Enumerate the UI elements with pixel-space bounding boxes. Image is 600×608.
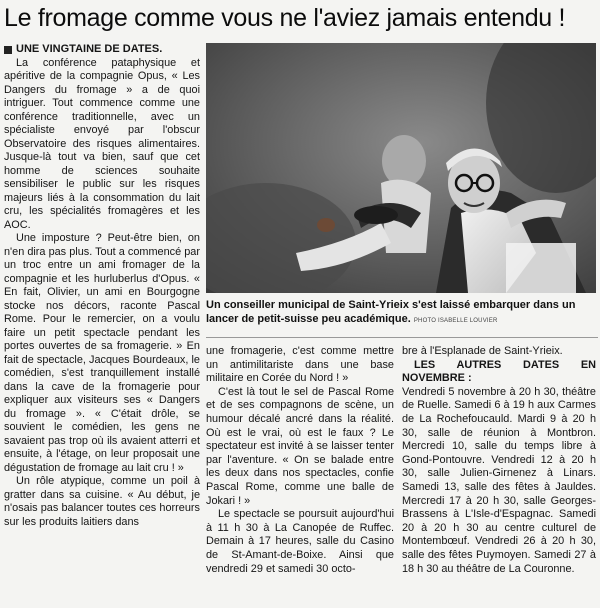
body-paragraph: bre à l'Esplanade de Saint-Yrieix.	[402, 345, 563, 357]
article-kicker	[4, 43, 200, 57]
separator-line	[206, 337, 598, 338]
kicker-text: UNE VINGTAINE DE DATES.	[16, 43, 163, 55]
body-paragraph: C'est là tout le sel de Pascal Rome et de ses compagnons de scène, un humour décalé ancré dans la réalité. Où est le vrai, où est le faux ? Le spectateur est invité à se laisser tenter par l'aventure. « On se balade entre les deux dans nos spectacles, confie Pascal Rome, comme une balle de Jokari ! »	[206, 385, 394, 507]
dates-list: Vendredi 5 novembre à 20 h 30, théâtre de Ruelle. Samedi 6 à 19 h aux Carmes de La Rochefoucauld. Mardi 9 à 20 h 30, salle de réunion à Montbron. Mercredi 10, salle du temps libre à Gond-Pontouvre. Vendredi 12 à 20 h 30, salle Julien-Girnenez à Linars. Samedi 13, salle des fêtes à Jauldes. Mercredi 17 à 20 h 30, salle Georges-Brassens à L'Isle-d'Espagnac. Samedi 20 à 20 h 30 au centre culturel de Montembœuf. Vendredi 26 à 20 h 30, salle des fêtes Puymoyen. Samedi 27 à 18 h 30 au théâtre de La Couronne.	[402, 385, 596, 575]
body-paragraph: Un rôle atypique, comme un poil à gratter dans sa cuisine. « Au début, je n'osais pas balancer toutes ces horreurs sur les produits laitiers dans	[4, 475, 200, 528]
body-paragraph: une fromagerie, c'est comme mettre un antimilitariste dans une base militaire en Corée du Nord ! »	[206, 345, 394, 385]
article-column-1	[4, 43, 200, 529]
body-paragraph: Le spectacle se poursuit aujourd'hui à 11 h 30 à La Canopée de Ruffec. Demain à 17 heures, salle du Casino de St-Amant-de-Boixe. Ainsi que vendredi 29 et samedi 30 octo-	[206, 508, 394, 575]
dates-subhead: LES AUTRES DATES EN NOVEMBRE :	[402, 358, 596, 385]
photo-caption	[206, 298, 598, 328]
body-paragraph: La conférence pataphysique et apéritive de la compagnie Opus, « Les Dangers du fromage » a de quoi intriguer. Tout commence comme une conférence traditionnelle, avec un spécialiste envoyé par l'obscur Observatoire des risques alimentaires. Jusque-là tout va bien, sauf que cet homme de sciences souhaite sensibiliser le public sur les risques majeurs liés à la consommation du lait cru, les spécialités fromagères et les AOC.	[4, 56, 200, 231]
photo-credit: PHOTO ISABELLE LOUVIER	[413, 318, 498, 324]
kicker-square-icon	[4, 46, 12, 54]
article-photo	[206, 43, 596, 293]
article-column-3	[402, 345, 596, 576]
article-headline: Le fromage comme vous ne l'aviez jamais entendu !	[4, 4, 566, 32]
article-column-2	[206, 345, 394, 576]
body-paragraph: Une imposture ? Peut-être bien, on n'en dira pas plus. Tout a commencé par un troc entre un ami fromager de la compagnie et les hurluberlus d'Opus. « En fait, Olivier, un ami en Bourgogne stocke nos décors, raconte Pascal Rome. Pour le remercier, on a voulu faire un petit spectacle pendant les portes ouvertes de sa fromagerie. » En fait de spectacle, Jacques Bourdeaux, le comédien, s'est tranquillement installé dans la cave de la fromagerie pour expliquer aux visiteurs ses « Dangers du fromage ». « C'était drôle, se souvient le comédien, les gens ne savaient pas trop où ils avaient atterri et ensuite, à l'étage, on leur proposait une dégustation de fromage au lait cru ! »	[4, 232, 200, 474]
photo-illustration	[206, 43, 596, 293]
caption-text: Un conseiller municipal de Saint-Yrieix s'est laissé embarquer dans un lancer de petit-suisse peu académique.	[206, 299, 576, 325]
